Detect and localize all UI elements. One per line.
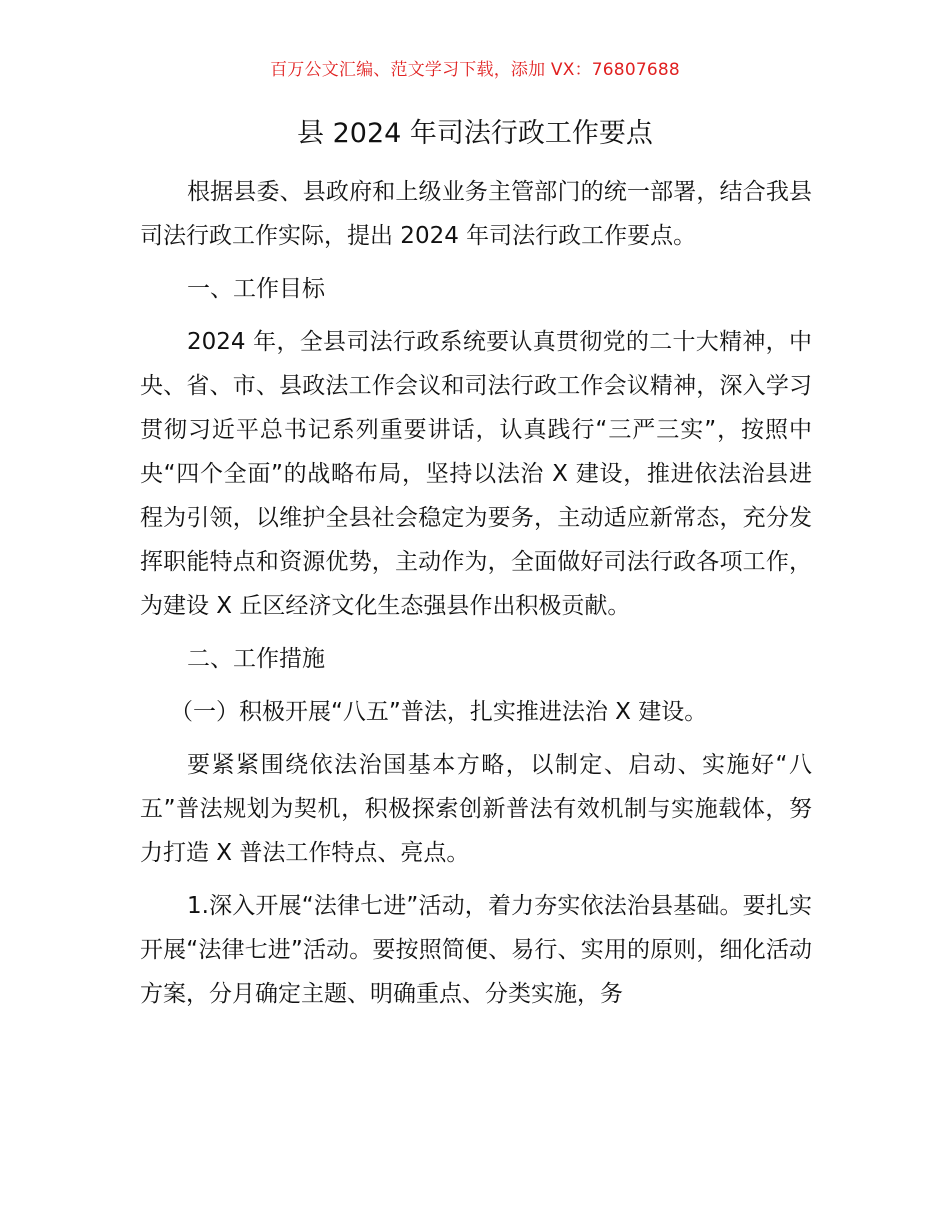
document-body — [140, 170, 812, 1025]
subsection-heading-legal-education: （一）积极开展“八五”普法，扎实推进法治 X 建设。 — [170, 699, 708, 725]
document-title: 县 2024 年司法行政工作要点 — [297, 118, 653, 149]
legal-education-paragraph: 要紧紧围绕依法治国基本方略，以制定、启动、实施好“八五”普法规划为契机，积极探索创新普法有效机制与实施载体，努力打造 X 普法工作特点、亮点。 — [140, 752, 812, 866]
watermark-banner: 百万公文汇编、范文学习下载，添加 VX：76807688 — [270, 60, 680, 80]
law-seven-entries-paragraph: 1.深入开展“法律七进”活动，着力夯实依法治县基础。要扎实开展“法律七进”活动。要按照简便、易行、实用的原则，细化活动方案，分月确定主题、明确重点、分类实施，务 — [140, 893, 812, 1007]
section-heading-goals: 一、工作目标 — [187, 276, 325, 302]
goals-paragraph: 2024 年，全县司法行政系统要认真贯彻党的二十大精神，中央、省、市、县政法工作会议和司法行政工作会议精神，深入学习贯彻习近平总书记系列重要讲话，认真践行“三严三实”，按照中央“四个全面”的战略布局，坚持以法治 X 建设，推进依法治县进程为引领，以维护全县社会稳定为要务，主动适应新常态，充分发挥职能特点和资源优势，主动作为，全面做好司法行政各项工作，为建设 X 丘区经济文化生态强县作出积极贡献。 — [140, 329, 812, 619]
section-heading-measures: 二、工作措施 — [187, 646, 325, 672]
intro-paragraph: 根据县委、县政府和上级业务主管部门的统一部署，结合我县司法行政工作实际，提出 2024 年司法行政工作要点。 — [140, 179, 812, 249]
